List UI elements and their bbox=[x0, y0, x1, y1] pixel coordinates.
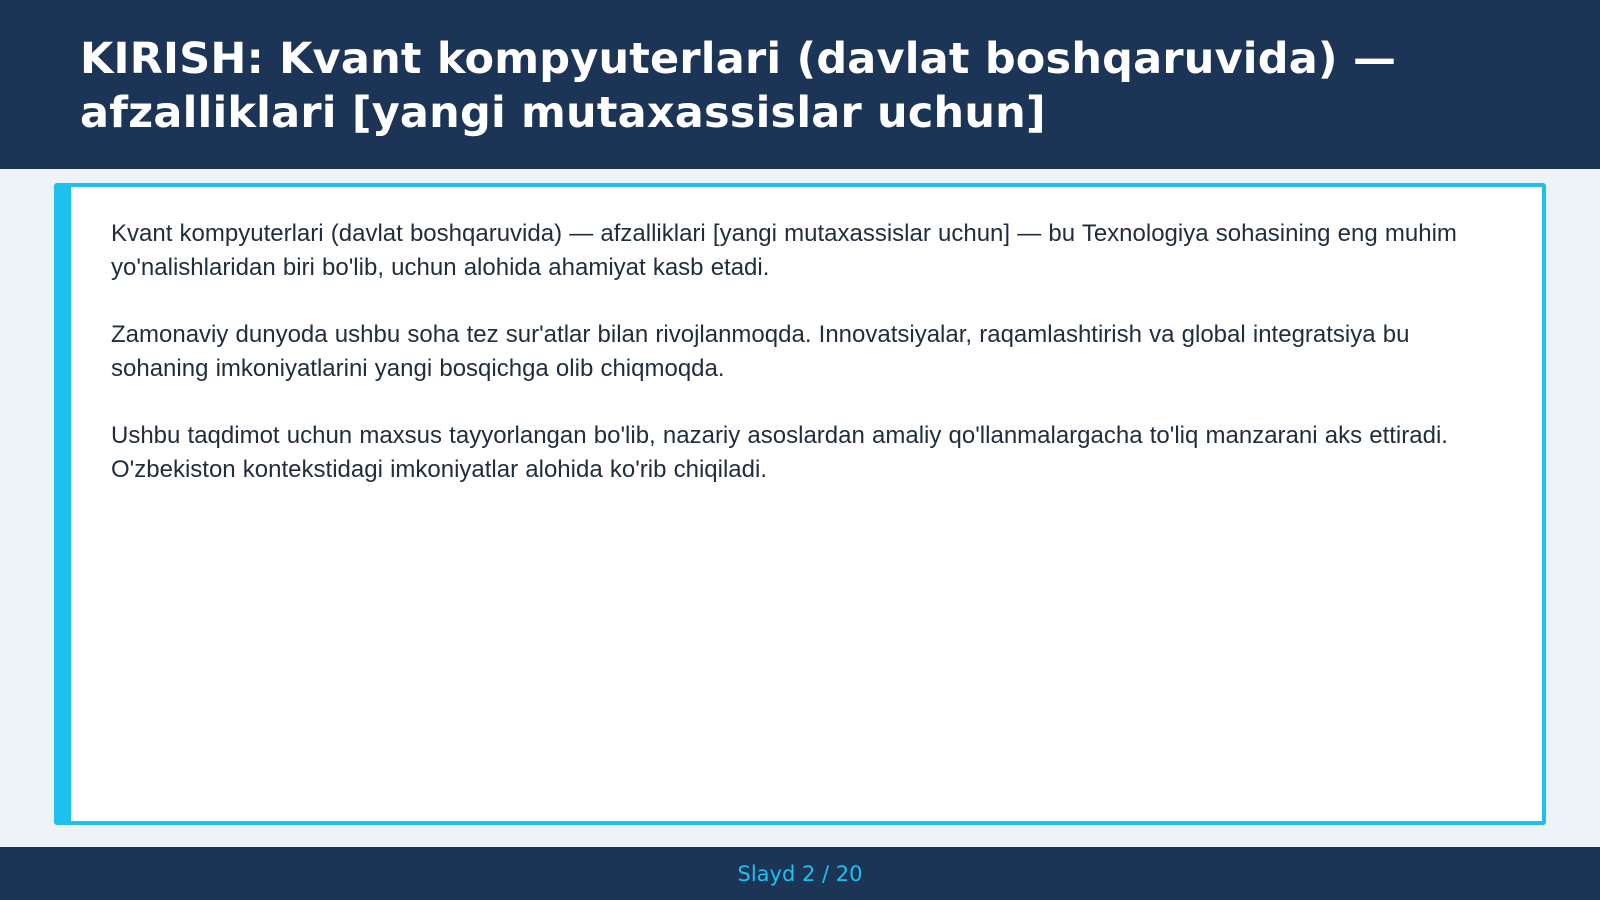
presentation-paragraph: Ushbu taqdimot uchun maxsus tayyorlangan bo'lib, nazariy asoslardan amaliy qo'llanmalargacha to'liq manzarani aks ettiradi. O'zbekiston kontekstidagi imkoniyatlar alohida ko'rib chiqiladi. bbox=[111, 422, 1448, 483]
slide-title: KIRISH: Kvant kompyuterlari (davlat boshqaruvida) — afzalliklari [yangi mutaxassislar uchun] bbox=[80, 34, 1397, 138]
content-card bbox=[54, 183, 1546, 825]
slide-footer bbox=[0, 847, 1600, 900]
slide-header bbox=[0, 0, 1600, 169]
slide-counter: Slayd 2 / 20 bbox=[737, 861, 863, 886]
development-paragraph: Zamonaviy dunyoda ushbu soha tez sur'atlar bilan rivojlanmoqda. Innovatsiyalar, raqamlashtirish va global integratsiya bu sohaning imkoniyatlarini yangi bosqichga olib chiqmoqda. bbox=[111, 321, 1410, 382]
intro-paragraph: Kvant kompyuterlari (davlat boshqaruvida) — afzalliklari [yangi mutaxassislar uchun] — bu Texnologiya sohasining eng muhim yo'nalishlaridan biri bo'lib, uchun alohida ahamiyat kasb etadi. bbox=[111, 220, 1457, 281]
